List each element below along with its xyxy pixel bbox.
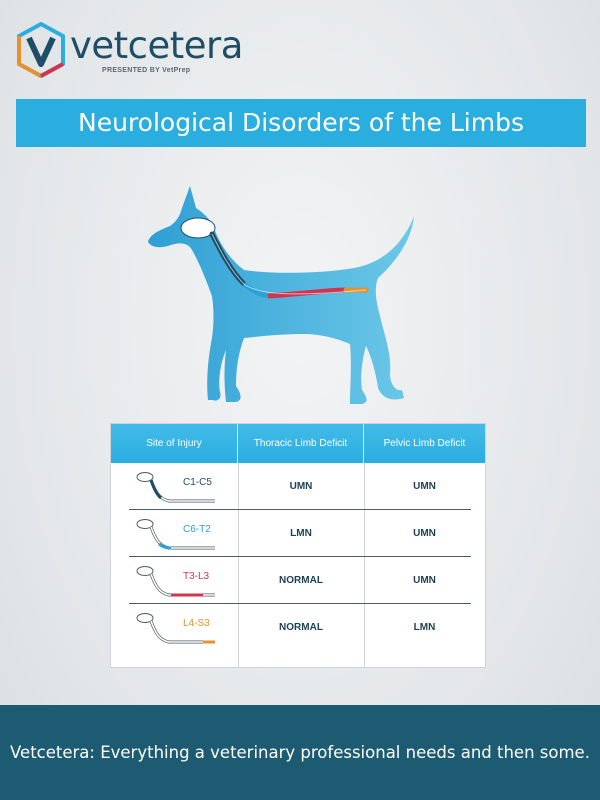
table-header: [111, 424, 485, 463]
thoracic-deficit-value: LMN: [290, 528, 312, 539]
pelvic-deficit-value: UMN: [413, 575, 436, 586]
pelvic-deficit-value: UMN: [413, 481, 436, 492]
page-title: Neurological Disorders of the Limbs: [16, 99, 586, 147]
header-pelvic-limb-deficit: Pelvic Limb Deficit: [383, 438, 466, 449]
site-label: C1-C5: [183, 477, 212, 488]
table-body: [111, 463, 485, 651]
table-row: [111, 604, 485, 651]
footer-banner: [0, 705, 600, 800]
header-site-of-injury: Site of Injury: [111, 424, 238, 463]
site-cell: [111, 463, 238, 510]
site-cell: [111, 557, 238, 604]
lesion-localization-table: [110, 423, 486, 668]
table-row: [111, 557, 485, 604]
site-label: L4-S3: [183, 618, 210, 629]
table-row: [111, 510, 485, 557]
site-cell: [111, 510, 238, 557]
pelvic-deficit-value: UMN: [413, 528, 436, 539]
site-cell: [111, 604, 238, 651]
site-label: C6-T2: [183, 524, 211, 535]
thoracic-deficit-value: NORMAL: [279, 622, 323, 633]
table-row: [111, 463, 485, 510]
brand-presented-by: PRESENTED BY VetPrep: [102, 67, 191, 74]
hexagon-v-logo-icon: [16, 22, 66, 78]
vetcetera-logo[interactable]: [16, 22, 246, 82]
site-label: T3-L3: [183, 571, 210, 582]
footer-tagline: Vetcetera: Everything a veterinary professional needs and then some.: [10, 743, 590, 762]
brand-name: vetcetera: [70, 24, 243, 67]
dog-spine-illustration: [140, 178, 430, 418]
thoracic-deficit-value: NORMAL: [279, 575, 323, 586]
thoracic-deficit-value: UMN: [289, 481, 313, 492]
header-thoracic-limb-deficit: Thoracic Limb Deficit: [238, 424, 364, 463]
pelvic-deficit-value: LMN: [413, 622, 436, 633]
